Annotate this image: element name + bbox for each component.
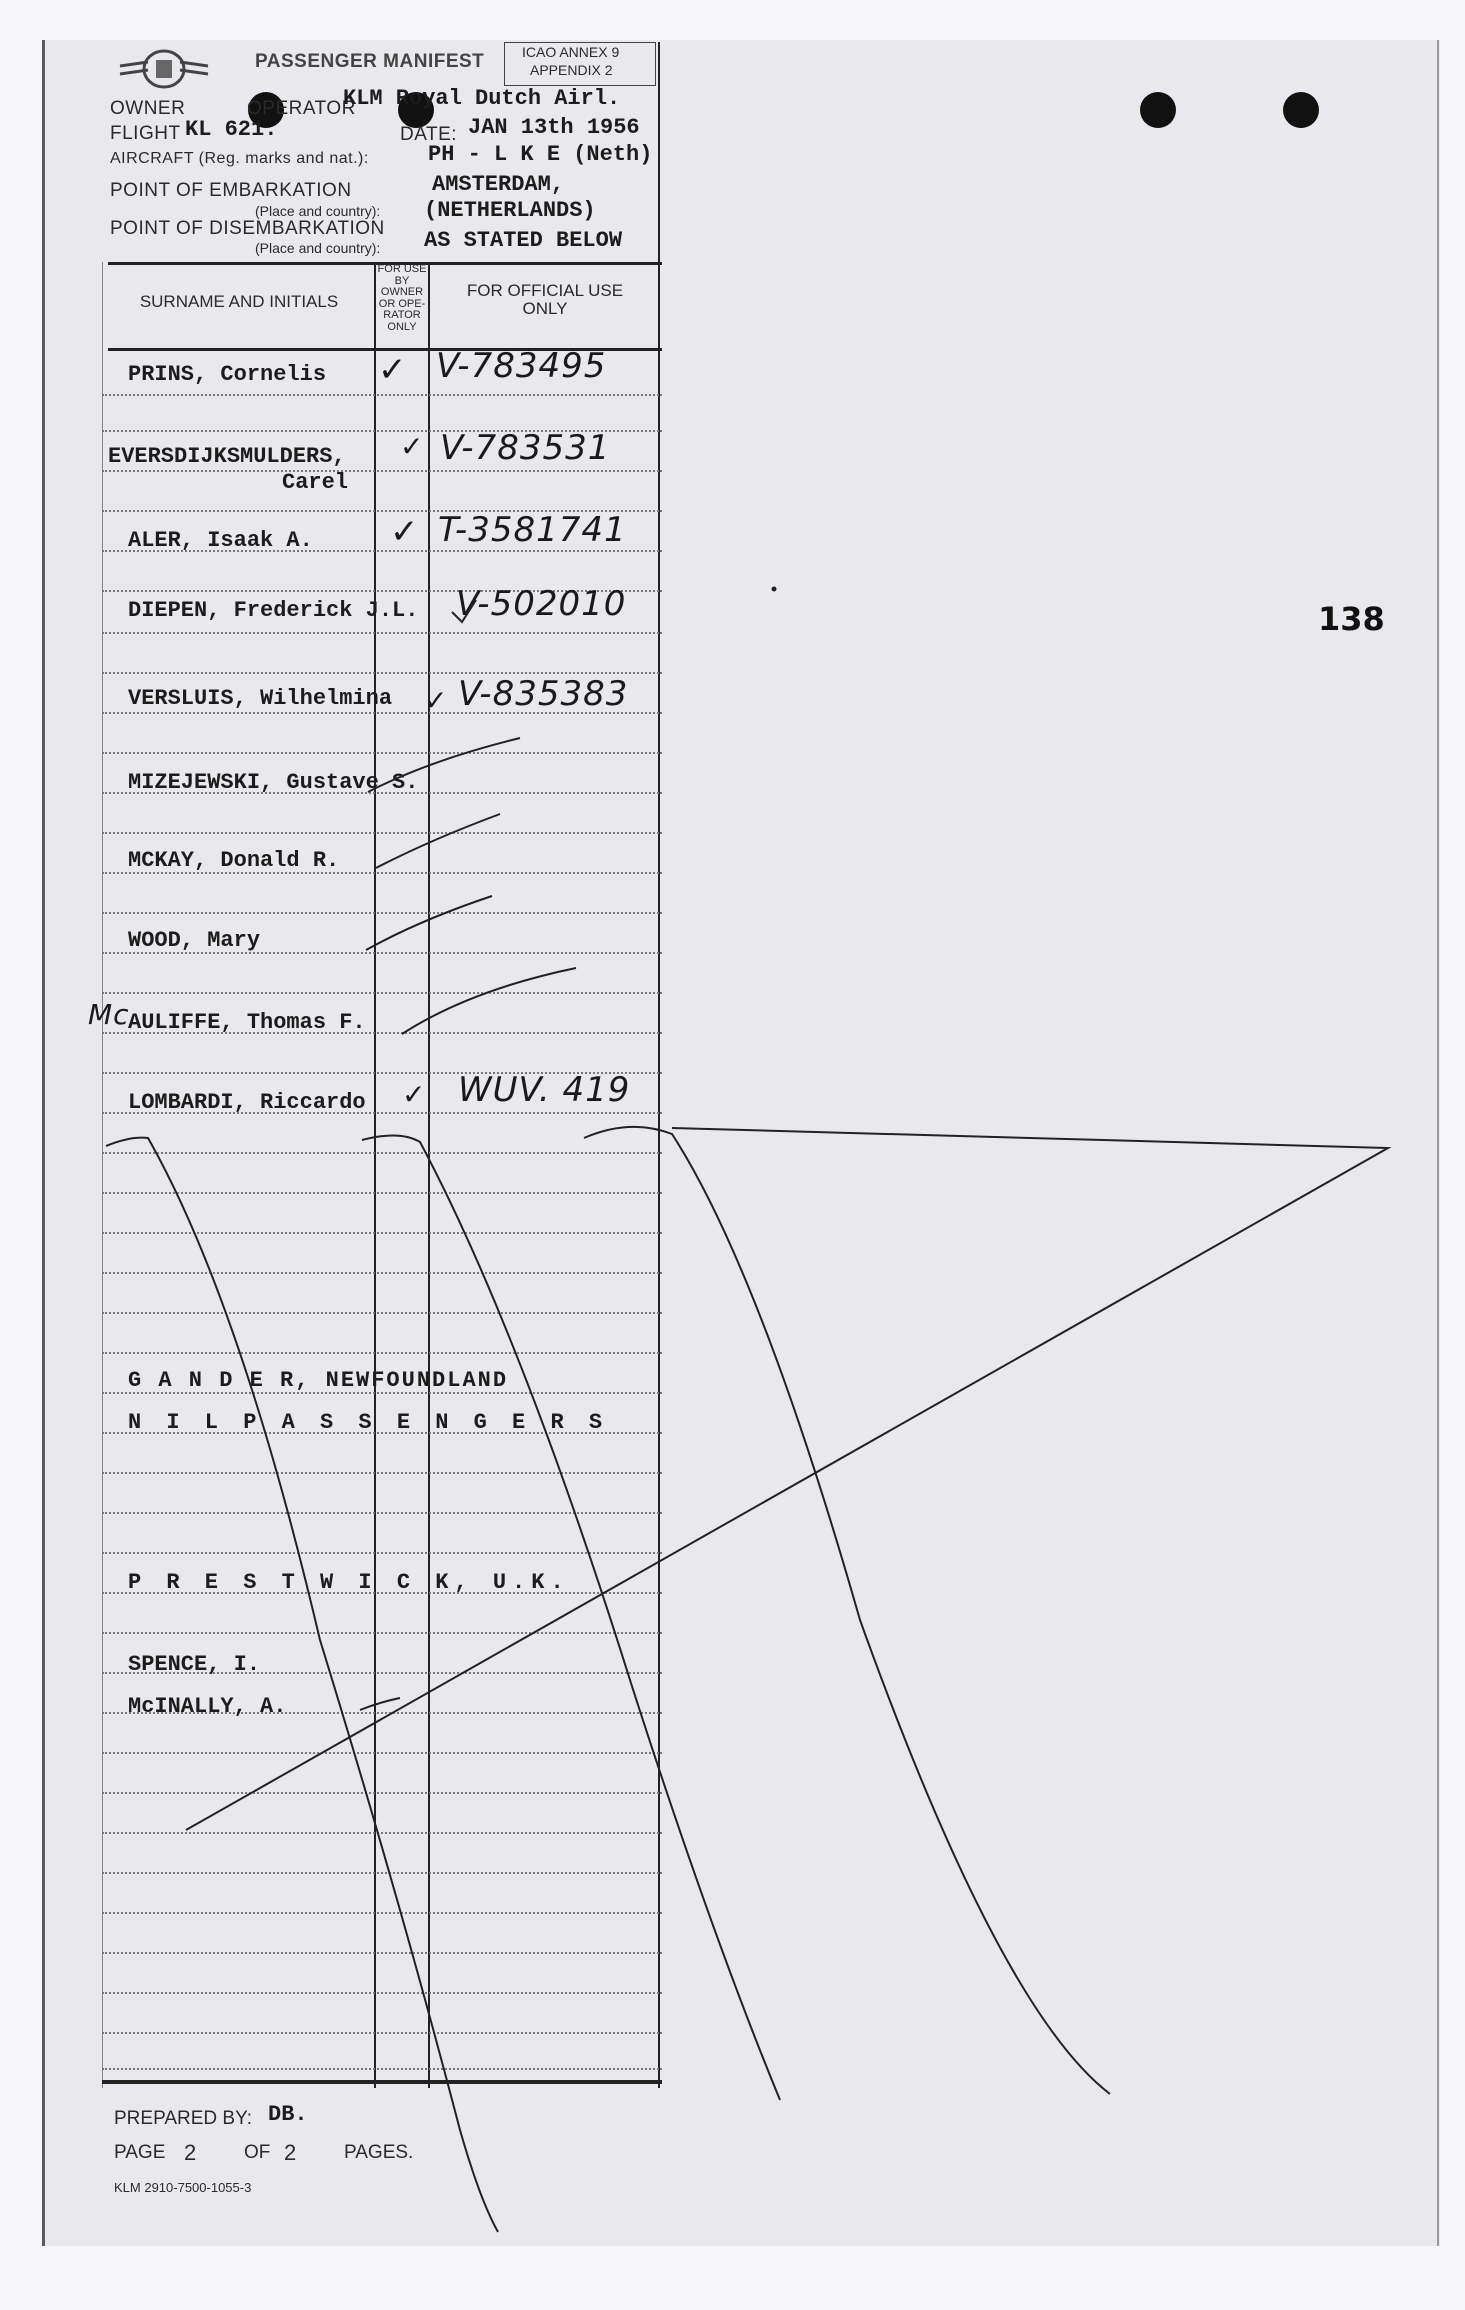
embark-value-2: (NETHERLANDS): [424, 198, 596, 223]
owner-use-column-header: FOR USE BY OWNER OR OPE- RATOR ONLY: [377, 263, 427, 333]
check-mark: ✓: [390, 512, 420, 552]
of-label: OF: [244, 2142, 271, 2163]
owner-value: KLM Royal Dutch Airl.: [343, 86, 621, 111]
prepared-label: PREPARED BY:: [114, 2108, 252, 2129]
page-label: PAGE: [114, 2142, 166, 2163]
passenger-name: LOMBARDI, Riccardo: [128, 1090, 366, 1115]
flight-value: KL 621.: [185, 117, 278, 142]
official-number: V-783531: [440, 428, 611, 468]
pen-stroke: [402, 968, 576, 1034]
manifest-title: PASSENGER MANIFEST: [255, 51, 485, 72]
stop-note: N I L P A S S E N G E R S: [128, 1410, 609, 1435]
passenger-name: ALER, Isaak A.: [128, 528, 313, 553]
passenger-name: EVERSDIJKSMULDERS,: [108, 444, 346, 469]
pen-stroke: [368, 738, 520, 792]
passenger-name: AULIFFE, Thomas F.: [128, 1010, 366, 1035]
official-number: V-502010: [456, 584, 627, 624]
ink-dot: [772, 587, 777, 592]
annex-line2: APPENDIX 2: [530, 62, 613, 78]
handwritten-prefix: Mc: [88, 998, 130, 1031]
embark-sub: (Place and country):: [255, 203, 381, 219]
embark-label: POINT OF EMBARKATION: [110, 180, 352, 201]
passenger-name: DIEPEN, Frederick J.L.: [128, 598, 419, 623]
operator-label: OPERATOR: [247, 98, 356, 119]
official-number: T-3581741: [438, 510, 627, 550]
prestwick-passenger: SPENCE, I.: [128, 1652, 261, 1677]
disembark-label: POINT OF DISEMBARKATION: [110, 218, 385, 239]
date-value: JAN 13th 1956: [468, 115, 640, 140]
flight-label: FLIGHT: [110, 123, 181, 144]
pen-stroke: [106, 1138, 498, 2232]
passenger-name: MIZEJEWSKI, Gustave S.: [128, 770, 419, 795]
pages-label: PAGES.: [344, 2142, 414, 2163]
owner-label: OWNER: [110, 98, 186, 119]
embark-value-1: AMSTERDAM,: [432, 172, 565, 197]
check-mark: ✓: [424, 684, 449, 717]
passenger-name: PRINS, Cornelis: [128, 362, 327, 387]
passenger-name: WOOD, Mary: [128, 928, 261, 953]
aircraft-value: PH - L K E (Neth): [428, 142, 653, 167]
annex-line1: ICAO ANNEX 9: [522, 44, 620, 60]
pen-stroke: [376, 814, 500, 868]
pen-stroke: [366, 896, 492, 950]
pen-stroke: [362, 1135, 780, 2100]
passenger-name: MCKAY, Donald R.: [128, 848, 340, 873]
official-number: V-835383: [458, 674, 629, 714]
aircraft-label: AIRCRAFT (Reg. marks and nat.):: [110, 150, 369, 167]
pen-stroke: [584, 1127, 1110, 2094]
surname-column-header: SURNAME AND INITIALS: [139, 292, 339, 311]
pen-stroke: [186, 1128, 1388, 1830]
passenger-name-line2: Carel: [282, 470, 349, 495]
official-use-column-header: FOR OFFICIAL USE ONLY: [466, 281, 624, 318]
pen-stroke: [360, 1698, 400, 1710]
stop-place: G A N D E R, NEWFOUNDLAND: [128, 1368, 509, 1393]
form-code: KLM 2910-7500-1055-3: [114, 2180, 252, 2195]
page-number-stamp: 138: [1318, 600, 1385, 638]
official-number: V-783495: [436, 346, 607, 386]
check-mark: ✓: [402, 1078, 427, 1111]
official-number: WUV. 419: [458, 1070, 631, 1110]
pen-stroke: [452, 600, 476, 622]
prestwick-passenger: McINALLY, A.: [128, 1694, 287, 1719]
disembark-sub: (Place and country):: [255, 240, 381, 256]
disembark-value: AS STATED BELOW: [424, 228, 623, 253]
page-value: 2: [184, 2140, 197, 2165]
of-value: 2: [284, 2140, 297, 2165]
check-mark: ✓: [400, 430, 425, 463]
check-mark: ✓: [378, 350, 408, 390]
passenger-name: VERSLUIS, Wilhelmina: [128, 686, 393, 711]
date-label: DATE:: [400, 124, 458, 145]
prepared-value: DB.: [268, 2102, 308, 2127]
stop-place: P R E S T W I C K, U.K.: [128, 1570, 570, 1595]
